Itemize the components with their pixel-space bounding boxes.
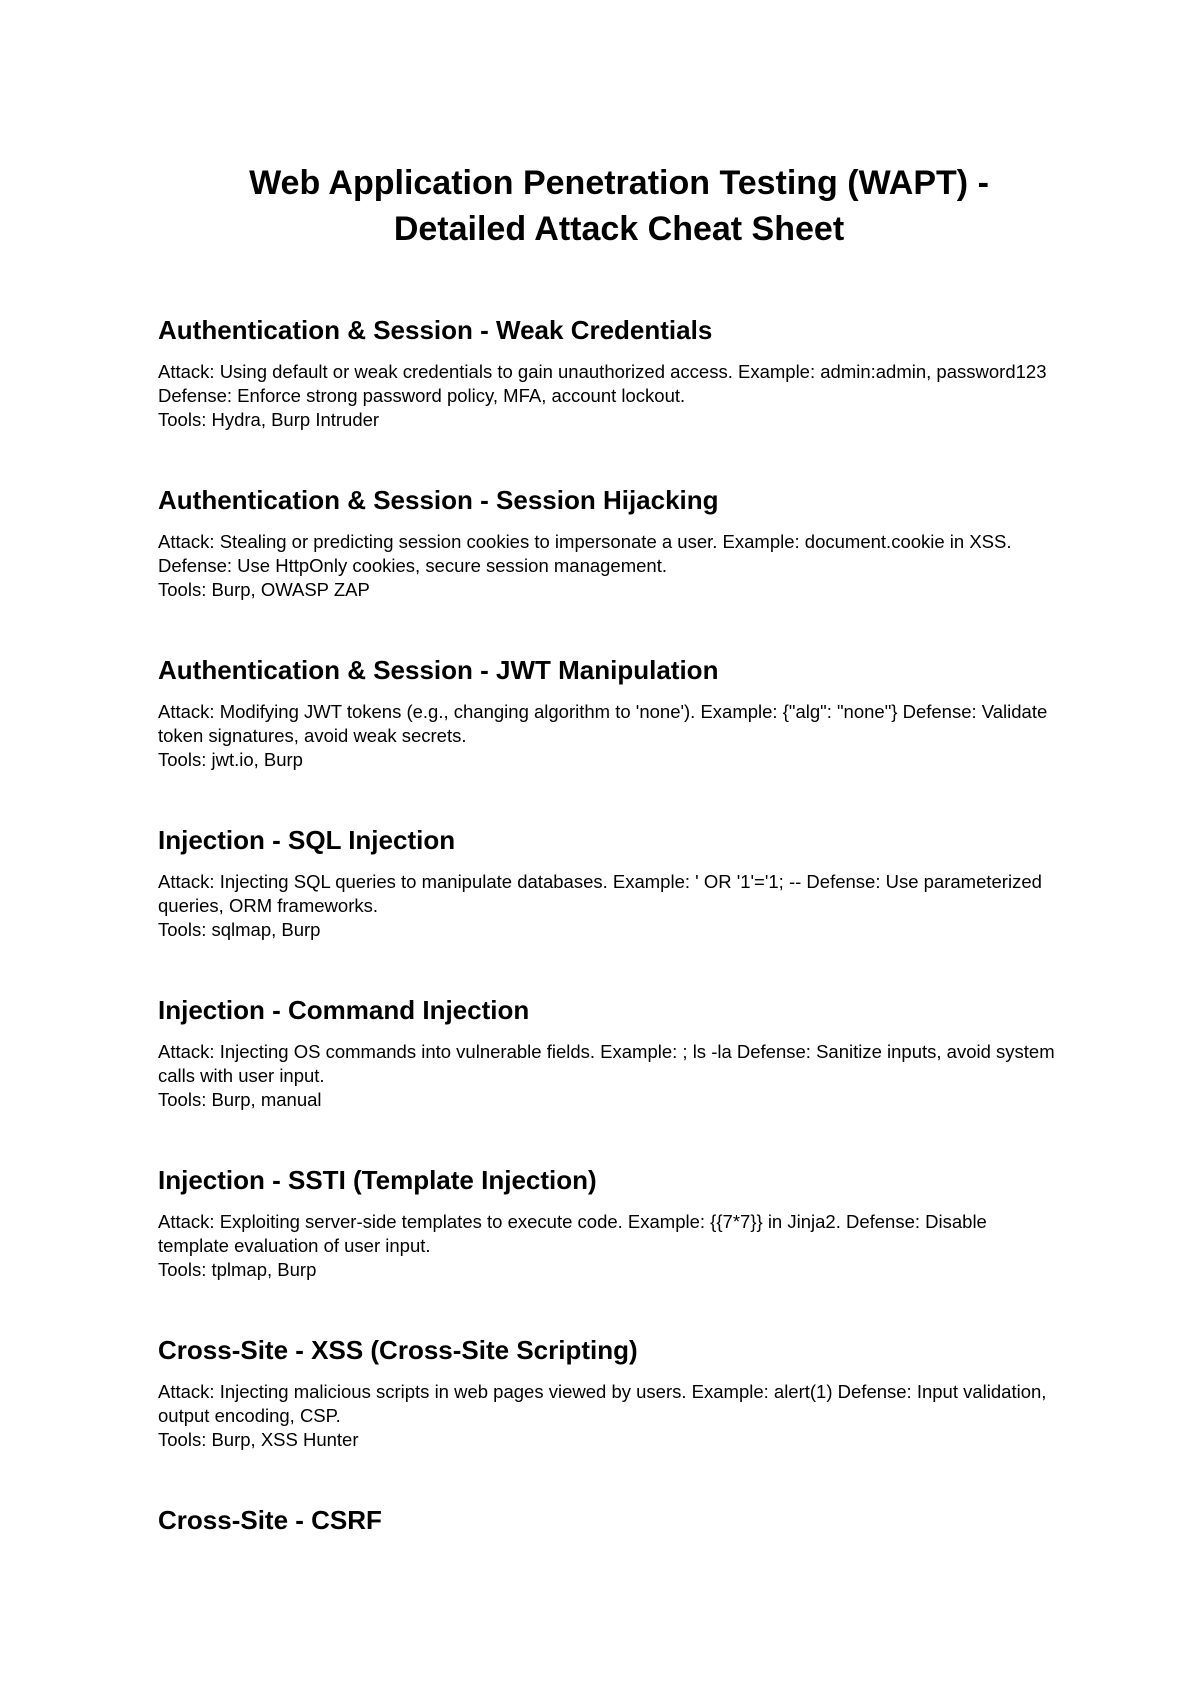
section-weak-credentials — [158, 314, 1080, 484]
section-body — [158, 1380, 1058, 1452]
section-xss — [158, 1334, 1080, 1504]
section-heading: Injection - Command Injection — [158, 995, 530, 1025]
section-body — [158, 1040, 1058, 1112]
section-ssti — [158, 1164, 1080, 1334]
section-body — [158, 360, 1058, 432]
section-description: Attack: Modifying JWT tokens (e.g., changing algorithm to 'none'). Example: {"alg": "none"} Defense: Validate token signatures, avoid weak secrets. — [158, 701, 1048, 746]
section-jwt-manipulation — [158, 654, 1080, 824]
section-heading: Injection - SSTI (Template Injection) — [158, 1165, 597, 1195]
section-description: Attack: Injecting SQL queries to manipulate databases. Example: ' OR '1'='1; -- Defense: Use parameterized queries, ORM frameworks. — [158, 871, 1042, 916]
section-description: Attack: Using default or weak credentials to gain unauthorized access. Example: admin:admin, password123 Defense: Enforce strong password policy, MFA, account lockout. — [158, 361, 1047, 406]
section-tools: Tools: tplmap, Burp — [158, 1259, 317, 1280]
section-tools: Tools: jwt.io, Burp — [158, 749, 303, 770]
page-title — [118, 160, 1120, 252]
section-heading: Authentication & Session - JWT Manipulation — [158, 655, 719, 685]
sections-list — [158, 314, 1080, 1674]
section-heading: Cross-Site - XSS (Cross-Site Scripting) — [158, 1335, 638, 1365]
page-title-line-1: Web Application Penetration Testing (WAPT) - — [249, 164, 989, 202]
section-tools: Tools: Burp, XSS Hunter — [158, 1429, 359, 1450]
section-description: Attack: Stealing or predicting session cookies to impersonate a user. Example: document.cookie in XSS. Defense: Use HttpOnly cookies, secure session management. — [158, 531, 1012, 576]
section-command-injection — [158, 994, 1080, 1164]
section-description: Attack: Injecting malicious scripts in web pages viewed by users. Example: alert(1) Defense: Input validation, output encoding, CSP. — [158, 1381, 1047, 1426]
section-sql-injection — [158, 824, 1080, 994]
section-body — [158, 700, 1058, 772]
section-heading: Authentication & Session - Session Hijacking — [158, 485, 719, 515]
section-tools: Tools: Burp, OWASP ZAP — [158, 579, 370, 600]
section-heading: Authentication & Session - Weak Credentials — [158, 315, 713, 345]
section-heading: Injection - SQL Injection — [158, 825, 456, 855]
section-description: Attack: Injecting OS commands into vulnerable fields. Example: ; ls -la Defense: Sanitize inputs, avoid system calls with user input. — [158, 1041, 1055, 1086]
section-tools: Tools: sqlmap, Burp — [158, 919, 321, 940]
section-body — [158, 1210, 1058, 1282]
section-body — [158, 530, 1058, 602]
section-session-hijacking — [158, 484, 1080, 654]
section-tools: Tools: Hydra, Burp Intruder — [158, 409, 380, 430]
section-description: Attack: Exploiting server-side templates to execute code. Example: {{7*7}} in Jinja2. Defense: Disable template evaluation of user input. — [158, 1211, 987, 1256]
section-csrf — [158, 1504, 1080, 1674]
section-body — [158, 870, 1058, 942]
section-heading: Cross-Site - CSRF — [158, 1505, 382, 1535]
section-tools: Tools: Burp, manual — [158, 1089, 322, 1110]
page-title-line-2: Detailed Attack Cheat Sheet — [393, 210, 845, 248]
